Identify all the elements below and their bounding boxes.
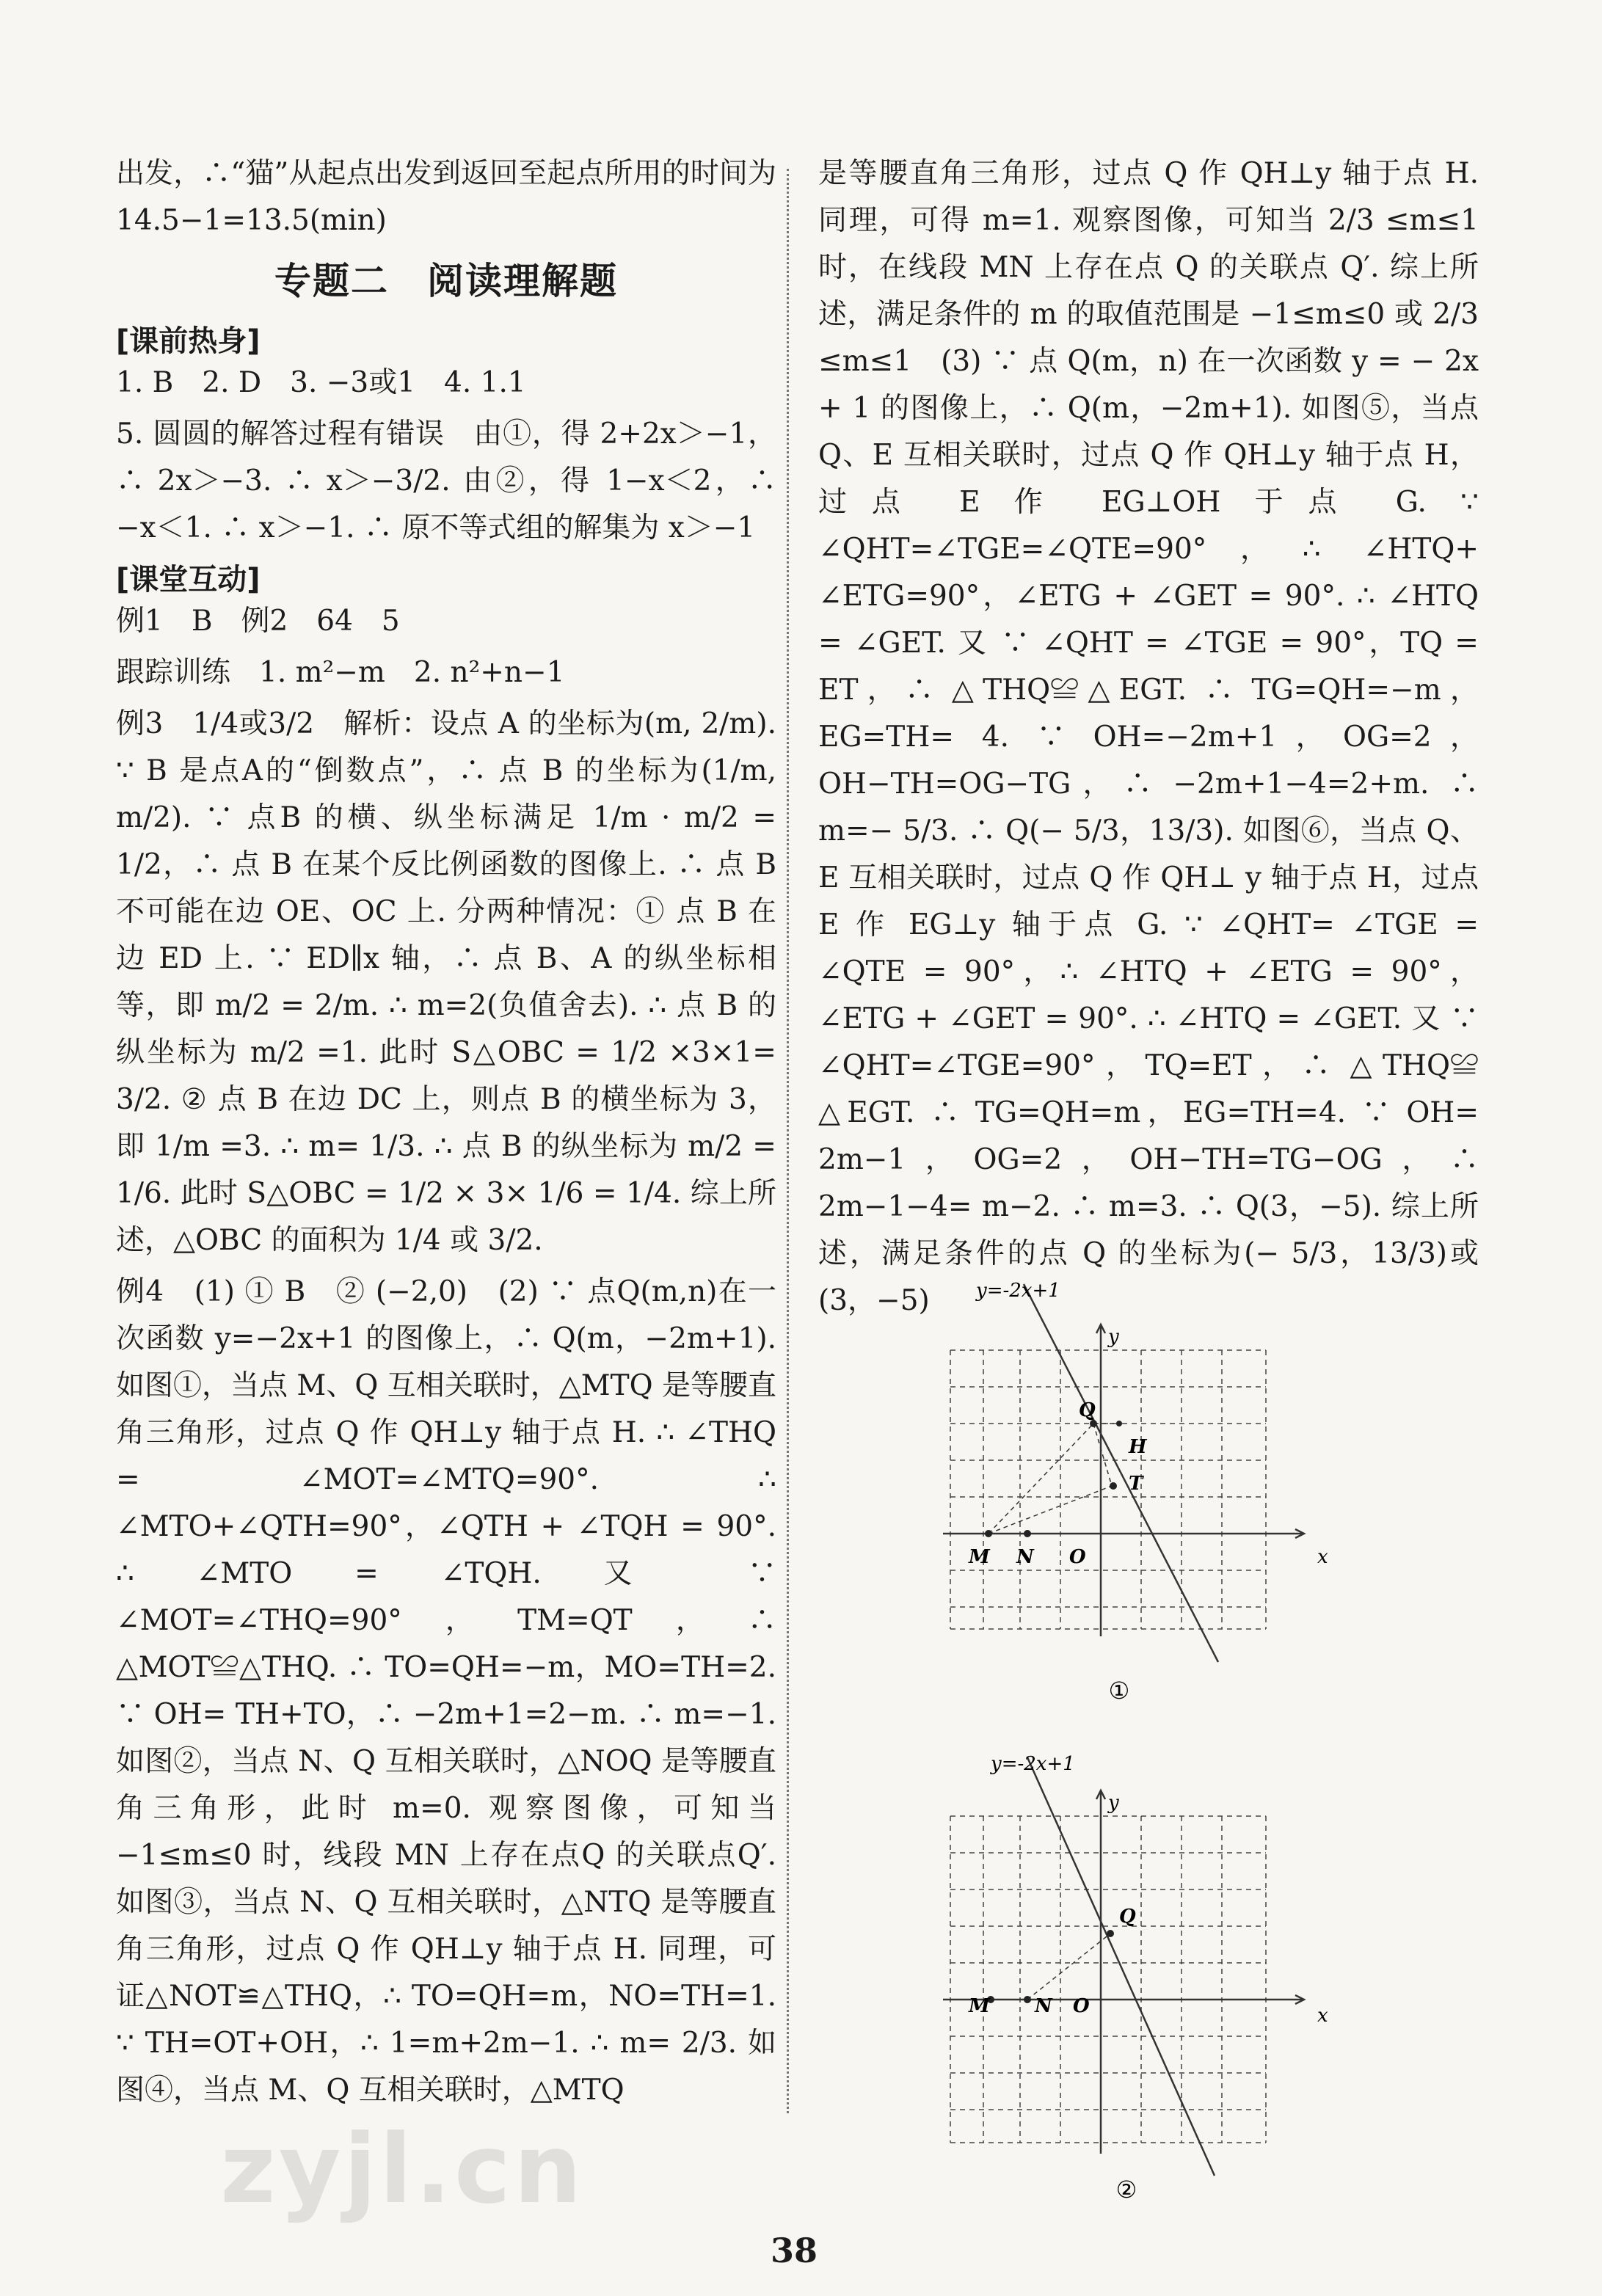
fig2-N-label: N: [1035, 1995, 1052, 2017]
fig2-x-label: x: [1317, 2005, 1328, 2027]
figure-1: [921, 1280, 1332, 1713]
section-title: 专题二 阅读理解题: [274, 260, 618, 302]
answer-5: 5. 圆圆的解答过程有错误 由①，得 2+2x＞−1，∴ 2x＞−3. ∴ x＞−3/2. 由②，得 1−x＜2，∴ −x＜1. ∴ x＞−1. ∴ 原不等式组的解集为 x＞−1: [116, 418, 776, 544]
section-heading-interaction: [课堂互动]: [116, 563, 261, 597]
paragraph-continuation: 出发，∴“猫”从起点出发到返回至起点所用的时间为14.5−1=13.5(min): [116, 157, 776, 237]
right-column: [818, 150, 1479, 1329]
fig2-caption: ②: [1115, 2176, 1137, 2204]
fig1-M-label: M: [969, 1546, 990, 1568]
fig1-x-label: x: [1317, 1546, 1328, 1568]
section-heading-warmup: [课前热身]: [116, 324, 261, 358]
fig1-line-label: y=-2x+1: [976, 1280, 1060, 1302]
example-4-continued: 是等腰直角三角形，过点 Q 作 QH⊥y 轴于点 H. 同理，可得 m=1. 观察图像，可知当 2/3 ≤m≤1 时，在线段 MN 上存在点 Q 的关联点 Q′. 综上所述，满足条件的 m 的取值范围是 −1≤m≤0 或 2/3 ≤m≤1 (3) ∵ 点 Q(m，n) 在一次函数 y = − 2x + 1 的图像上，∴ Q(m，−2m+1). 如图⑤，当点 Q、E 互相关联时，过点 Q 作 QH⊥y 轴于点 H，过点 E 作 EG⊥OH 于点 G. ∵ ∠QHT=∠TGE=∠QTE=90°，∴ ∠HTQ+ ∠ETG=90°，∠ETG + ∠GET = 90°. ∴ ∠HTQ = ∠GET. 又 ∵ ∠QHT = ∠TGE = 90°，TQ = ET，∴ △THQ≌△EGT. ∴ TG=QH=−m，EG=TH= 4. ∵ OH=−2m+1，OG=2，OH−TH=OG−TG，∴ −2m+1−4=2+m. ∴ m=− 5/3. ∴ Q(− 5/3，13/3). 如图⑥，当点 Q、E 互相关联时，过点 Q 作 QH⊥ y 轴于点 H，过点 E 作 EG⊥y 轴于点 G. ∵ ∠QHT= ∠TGE = ∠QTE = 90°，∴ ∠HTQ + ∠ETG = 90°，∠ETG + ∠GET = 90°. ∴ ∠HTQ = ∠GET. 又 ∵ ∠QHT=∠TGE=90°，TQ=ET，∴ △THQ≌ △EGT. ∴ TG=QH=m，EG=TH=4. ∵ OH= 2m−1，OG=2，OH−TH=TG−OG，∴ 2m−1−4= m−2. ∴ m=3. ∴ Q(3，−5). 综上所述，满足条件的点 Q 的坐标为(− 5/3，13/3)或(3，−5): [818, 157, 1479, 1317]
column-divider: [787, 169, 789, 2113]
line-y-neg2x-plus1: [1027, 1757, 1215, 2176]
fig2-O-label: O: [1073, 1995, 1090, 2017]
left-column: [116, 150, 776, 2118]
fig1-N-label: N: [1016, 1546, 1034, 1568]
example-1-2: 例1 B 例2 64 5: [116, 605, 400, 638]
example-3: 例3 1/4或3/2 解析：设点 A 的坐标为(m, 2/m). ∵ B 是点A的“倒数点”，∴ 点 B 的坐标为(1/m, m/2). ∵ 点B 的横、纵坐标满足 1/m · m/2 = 1/2，∴ 点 B 在某个反比例函数的图像上. ∴ 点 B 不可能在边 OE、OC 上. 分两种情况：① 点 B 在边 ED 上. ∵ ED∥x 轴，∴ 点 B、A 的纵坐标相等，即 m/2 = 2/m. ∴ m=2(负值舍去). ∴ 点 B 的纵坐标为 m/2 =1. 此时 S△OBC = 1/2 ×3×1= 3/2. ② 点 B 在边 DC 上，则点 B 的横坐标为 3，即 1/m =3. ∴ m= 1/3. ∴ 点 B 的纵坐标为 m/2 = 1/6. 此时 S△OBC = 1/2 × 3× 1/6 = 1/4. 综上所述，△OBC 的面积为 1/4 或 3/2.: [116, 707, 776, 1257]
tracking-training: 跟踪训练 1. m²−m 2. n²+n−1: [116, 656, 565, 689]
example-4: 例4 (1) ① B ② (−2,0) (2) ∵ 点Q(m,n)在一次函数 y=−2x+1 的图像上，∴ Q(m，−2m+1). 如图①，当点 M、Q 互相关联时，△MTQ 是等腰直角三角形，过点 Q 作 QH⊥y 轴于点 H. ∴ ∠THQ = ∠MOT=∠MTQ=90°. ∴ ∠MTO+∠QTH=90°，∠QTH + ∠TQH = 90°. ∴ ∠MTO = ∠TQH. 又 ∵ ∠MOT=∠THQ=90°，TM=QT，∴ △MOT≌△THQ. ∴ TO=QH=−m，MO=TH=2. ∵ OH= TH+TO，∴ −2m+1=2−m. ∴ m=−1. 如图②，当点 N、Q 互相关联时，△NOQ 是等腰直角三角形，此时 m=0. 观察图像，可知当−1≤m≤0 时，线段 MN 上存在点Q 的关联点Q′. 如图③，当点 N、Q 互相关联时，△NTQ 是等腰直角三角形，过点 Q 作 QH⊥y 轴于点 H. 同理，可证△NOT≌△THQ，∴ TO=QH=m，NO=TH=1. ∵ TH=OT+OH，∴ 1=m+2m−1. ∴ m= 2/3. 如图④，当点 M、Q 互相关联时，△MTQ: [116, 1275, 777, 2107]
fig1-T-label: T: [1129, 1473, 1143, 1495]
fig1-O-label: O: [1069, 1546, 1086, 1568]
figure-2: [921, 1746, 1332, 2209]
fig1-H-label: H: [1129, 1436, 1147, 1458]
answers-1-4: 1. B 2. D 3. −3或1 4. 1.1: [116, 366, 526, 399]
fig2-M-label: M: [969, 1995, 990, 2017]
fig1-y-label: y: [1108, 1326, 1119, 1348]
fig2-line-label: y=-2x+1: [991, 1753, 1075, 1775]
watermark: zyjl.cn: [220, 2113, 585, 2225]
fig2-y-label: y: [1108, 1792, 1119, 1814]
fig1-caption: ①: [1108, 1677, 1130, 1705]
page-number: 38: [771, 2231, 818, 2270]
fig1-Q-label: Q: [1079, 1399, 1096, 1421]
fig2-Q-label: Q: [1119, 1906, 1136, 1928]
line-y-neg2x-plus1: [1024, 1284, 1218, 1662]
